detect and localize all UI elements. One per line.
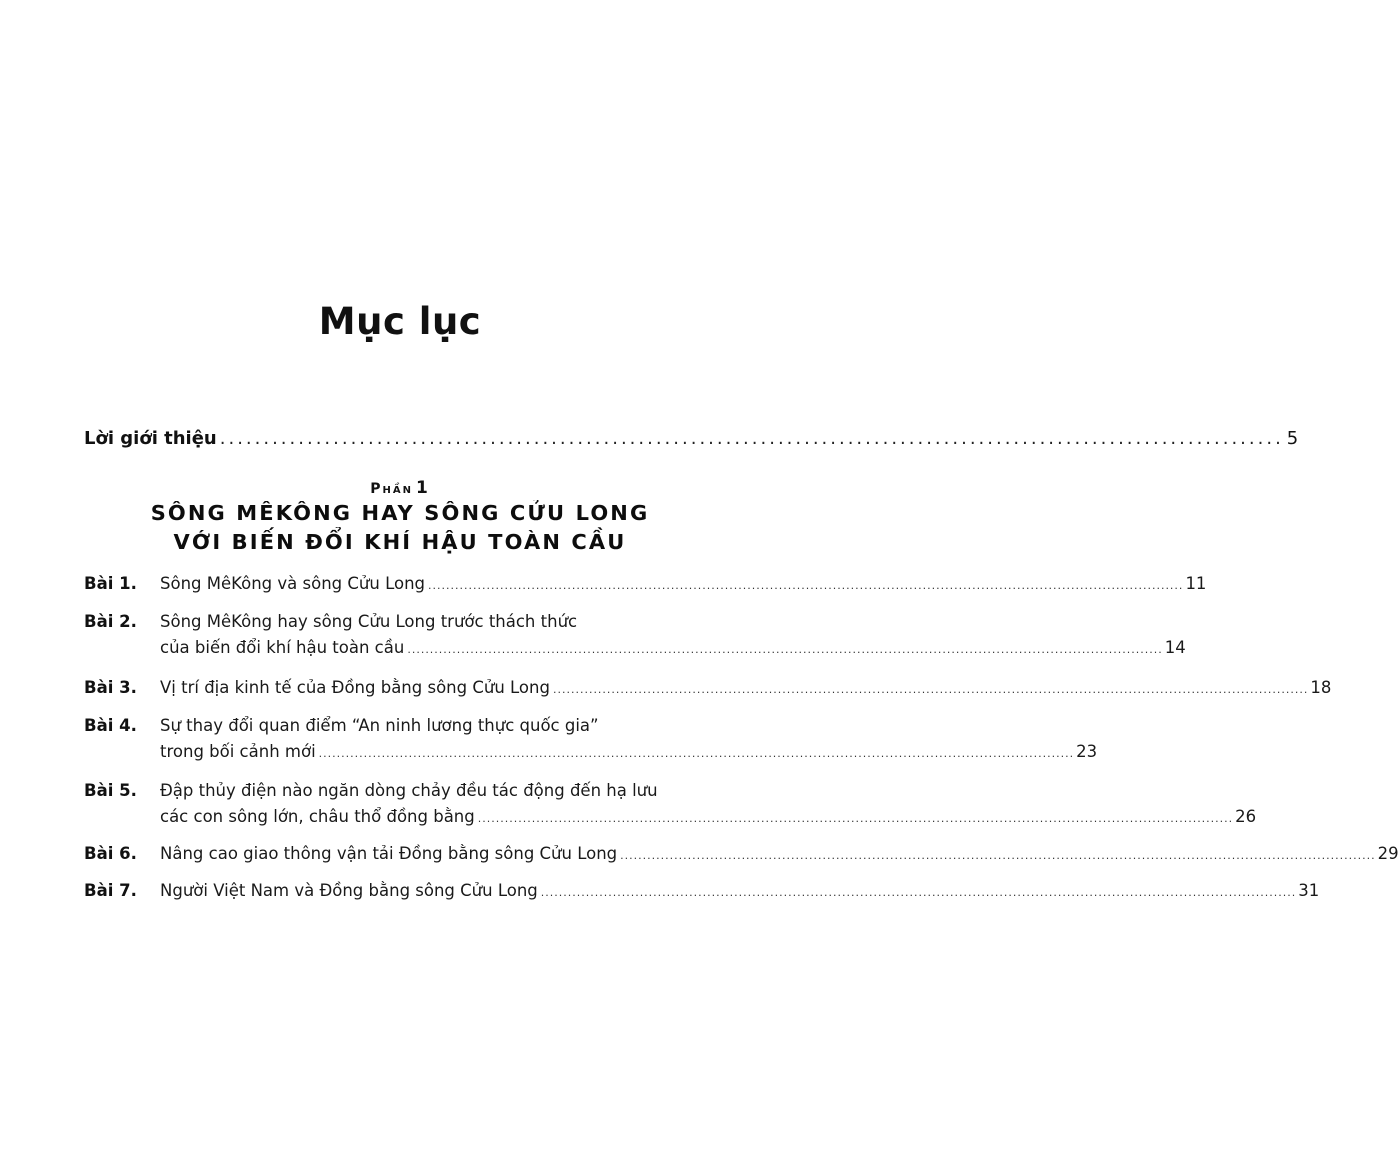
lesson-label: Bài 5. — [84, 781, 137, 800]
table-of-contents — [84, 571, 1399, 917]
toc-entry[interactable] — [84, 713, 1098, 767]
toc-entry-title: Nâng cao giao thông vận tải Đồng bằng sông Cửu Long — [160, 844, 618, 863]
lesson-label: Bài 2. — [84, 612, 137, 631]
page-number: 31 — [1298, 881, 1320, 900]
lesson-label: Bài 4. — [84, 716, 137, 735]
toc-entry[interactable] — [84, 878, 1320, 906]
toc-entry-title: Vị trí địa kinh tế của Đồng bằng sông Cửu Long — [160, 678, 550, 697]
toc-entry-title: Sông MêKông hay sông Cửu Long trước thách thức — [160, 612, 578, 631]
toc-entry-title: Người Việt Nam và Đồng bằng sông Cửu Long — [160, 881, 538, 900]
dot-leader: ........................................................................................................................................................................ — [540, 886, 1297, 899]
part-number: 1 — [415, 478, 430, 498]
lesson-label: Bài 6. — [84, 844, 137, 863]
part-title-line-2: VỚI BIẾN ĐỔI KHÍ HẬU TOÀN CẦU — [173, 530, 627, 554]
toc-entry[interactable] — [84, 778, 1257, 832]
toc-entry[interactable] — [84, 609, 1186, 663]
toc-entry[interactable] — [84, 675, 1332, 703]
toc-entry[interactable] — [84, 841, 1399, 869]
page-number: 26 — [1235, 807, 1257, 826]
dot-leader: ........................................................................................................................................................................ — [407, 643, 1163, 656]
page-number: 18 — [1310, 678, 1332, 697]
dot-leader: ........................................................................................................................................................................ — [428, 579, 1184, 592]
toc-entry-title-cont: của biến đổi khí hậu toàn cầu — [160, 638, 405, 657]
toc-entry[interactable] — [84, 571, 1207, 599]
dot-leader: ........................................................................................................................................................................ — [552, 683, 1309, 696]
toc-entry-title: Sông MêKông và sông Cửu Long — [160, 574, 425, 593]
lesson-label: Bài 1. — [84, 574, 137, 593]
page-number: 23 — [1076, 742, 1098, 761]
toc-entry-title: Đập thủy điện nào ngăn dòng chảy đều tác động đến hạ lưu — [160, 781, 658, 800]
dot-leader: ........................................................................................................................................................................ — [318, 747, 1075, 760]
part-label — [0, 478, 800, 499]
page-number: 29 — [1377, 844, 1399, 863]
part-title-line-1: SÔNG MÊKÔNG HAY SÔNG CỬU LONG — [150, 501, 650, 525]
part-label-text: Phần — [370, 481, 413, 497]
toc-entry-title: Lời giới thiệu — [84, 428, 217, 449]
page-number: 11 — [1185, 574, 1207, 593]
toc-entry-title: Sự thay đổi quan điểm “An ninh lương thực quốc gia” — [160, 716, 599, 735]
toc-entry-title-cont: trong bối cảnh mới — [160, 742, 316, 761]
page-number: 14 — [1164, 638, 1186, 657]
page-number: 5 — [1286, 428, 1299, 449]
lesson-label: Bài 7. — [84, 881, 137, 900]
part-heading — [0, 478, 800, 557]
lesson-label: Bài 3. — [84, 678, 137, 697]
dot-leader: .......................................................................................................................... — [219, 428, 1284, 449]
page-title: Mục lục — [318, 300, 482, 343]
dot-leader: ........................................................................................................................................................................ — [620, 849, 1376, 862]
toc-entry-intro[interactable] — [84, 428, 1299, 449]
toc-entry-title-cont: các con sông lớn, châu thổ đồng bằng — [160, 807, 475, 826]
dot-leader: ........................................................................................................................................................................ — [477, 812, 1234, 825]
